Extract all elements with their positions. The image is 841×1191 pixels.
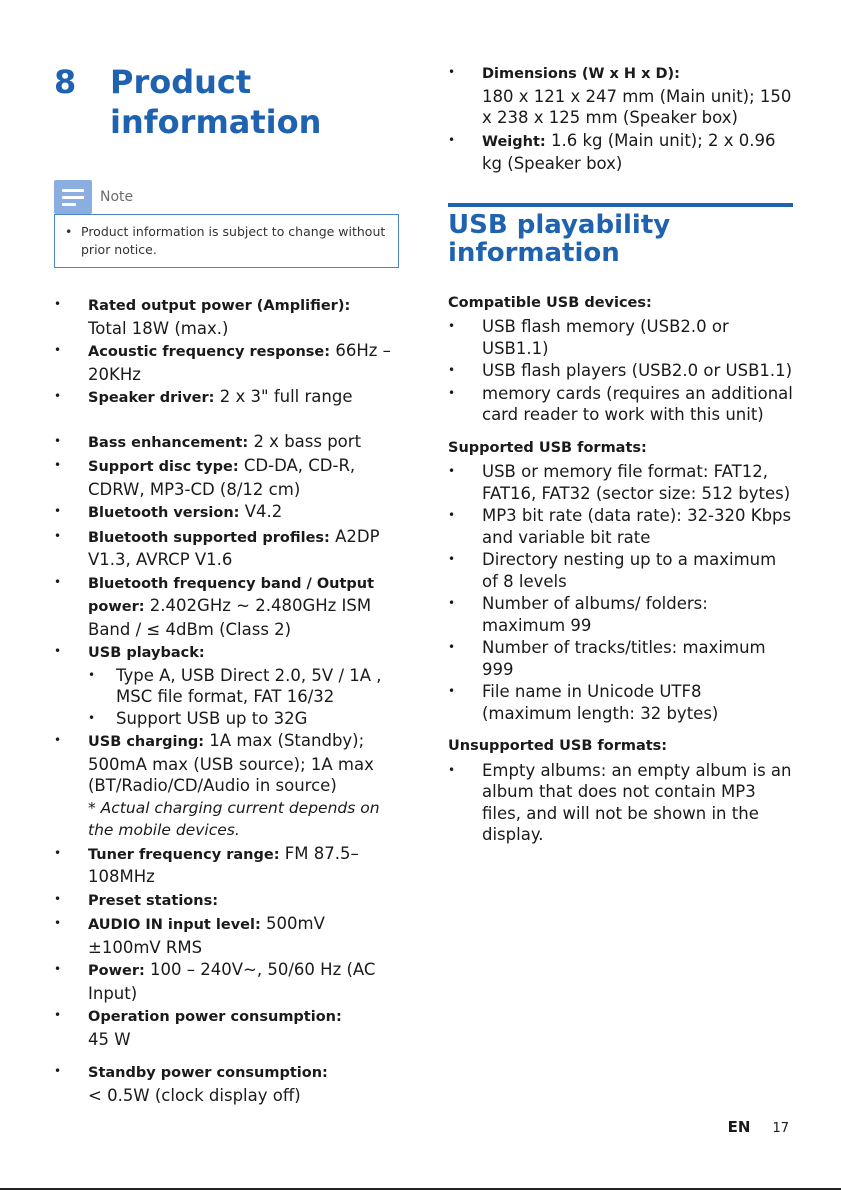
usb-supported-section [448, 438, 793, 725]
page-footer [728, 1118, 789, 1136]
spec-usb-charging: • USB charging: 1A max (Standby); 500mA max (USB source); 1A max (BT/Radio/CD/Audio in source) * Actual charging current depends on the mobile devices. [54, 731, 380, 839]
page-number: 17 [772, 1121, 789, 1136]
bottom-rule [0, 1188, 841, 1190]
usb-compatible-section [448, 293, 793, 426]
spec-bt-version: • Bluetooth version: V4.2 [54, 502, 283, 521]
list-item: • MP3 bit rate (data rate): 32-320 Kbps and variable bit rate [448, 506, 792, 547]
spec-rated-power: • Rated output power (Amplifier): Total 18W (max.) [54, 297, 351, 338]
note-block [54, 180, 399, 268]
right-column [448, 62, 793, 847]
spec-frequency-response: • Acoustic frequency response: 66Hz – 20KHz [54, 341, 391, 384]
chapter-heading [54, 62, 399, 174]
list-item: • USB flash players (USB2.0 or USB1.1) [448, 361, 793, 380]
spec-speaker-driver: • Speaker driver: 2 x 3" full range [54, 387, 353, 406]
spec-bass: • Bass enhancement: 2 x bass port [54, 431, 362, 451]
list-item: • Empty albums: an empty album is an album that does not contain MP3 files, and will not be shown in the display. [448, 760, 792, 844]
list-item: • USB or memory file format: FAT12, FAT16, FAT32 (sector size: 512 bytes) [448, 462, 791, 503]
spec-dimensions: • Dimensions (W x H x D): 180 x 121 x 247 mm (Main unit); 150 x 238 x 125 mm (Speaker box) [448, 65, 792, 127]
list-item: • Number of albums/ folders: maximum 99 [448, 594, 708, 635]
note-header [54, 180, 399, 214]
spec-op-power: • Operation power consumption: 45 W [54, 1008, 342, 1049]
spec-bt-profiles: • Bluetooth supported profiles: A2DP V1.3, AVRCP V1.6 [54, 526, 380, 569]
list-item: • Number of tracks/titles: maximum 999 [448, 638, 766, 679]
charging-footnote: * Actual charging current depends on the mobile devices. [88, 798, 380, 839]
spec-bt-band: • Bluetooth frequency band / Output power: 2.402GHz ~ 2.480GHz ISM Band / ≤ 4dBm (Class 2) [54, 574, 375, 639]
spec-usb-playback: • USB playback: • Type A, USB Direct 2.0, 5V / 1A , MSC file format, FAT 16/32 • Support USB up to 32G [54, 641, 399, 729]
compatible-heading: Compatible USB devices: [448, 294, 652, 311]
usb-playback-item: • Support USB up to 32G [88, 708, 308, 728]
spec-standby-power: • Standby power consumption: < 0.5W (clock display off) [54, 1064, 328, 1105]
spec-power: • Power: 100 – 240V~, 50/60 Hz (AC Input) [54, 960, 376, 1003]
spec-audio-in: • AUDIO IN input level: 500mV ±100mV RMS [54, 914, 325, 957]
spec-tuner: • Tuner frequency range: FM 87.5–108MHz [54, 843, 359, 886]
list-item: • Directory nesting up to a maximum of 8 levels [448, 550, 777, 591]
unsupported-heading: Unsupported USB formats: [448, 738, 668, 754]
usb-unsupported-section [448, 736, 793, 846]
list-item: • USB flash memory (USB2.0 or USB1.1) [448, 317, 729, 358]
usb-playback-item: • Type A, USB Direct 2.0, 5V / 1A , MSC file format, FAT 16/32 [88, 665, 382, 706]
supported-heading: Supported USB formats: [448, 439, 647, 456]
note-label: Note [100, 189, 134, 205]
section-divider [448, 203, 793, 207]
list-item: • memory cards (requires an additional card reader to work with this unit) [448, 383, 793, 424]
spec-preset: • Preset stations: [54, 891, 219, 909]
language-code: EN [727, 1118, 751, 1136]
usb-section-title: USB playability information [448, 209, 671, 268]
chapter-number: 8 [54, 63, 77, 101]
list-item: • File name in Unicode UTF8 (maximum length: 32 bytes) [448, 682, 719, 723]
left-column [54, 62, 399, 1107]
spec-weight: • Weight: 1.6 kg (Main unit); 2 x 0.96 kg (Speaker box) [448, 130, 776, 173]
note-icon [54, 180, 92, 214]
spec-list [54, 294, 399, 1106]
note-item: • Product information is subject to change without prior notice. [65, 224, 386, 257]
spec-disc-type: • Support disc type: CD-DA, CD-R, CDRW, MP3-CD (8/12 cm) [54, 456, 356, 499]
chapter-title: Product information [110, 63, 322, 141]
note-box [54, 214, 399, 268]
physical-specs [448, 62, 793, 175]
